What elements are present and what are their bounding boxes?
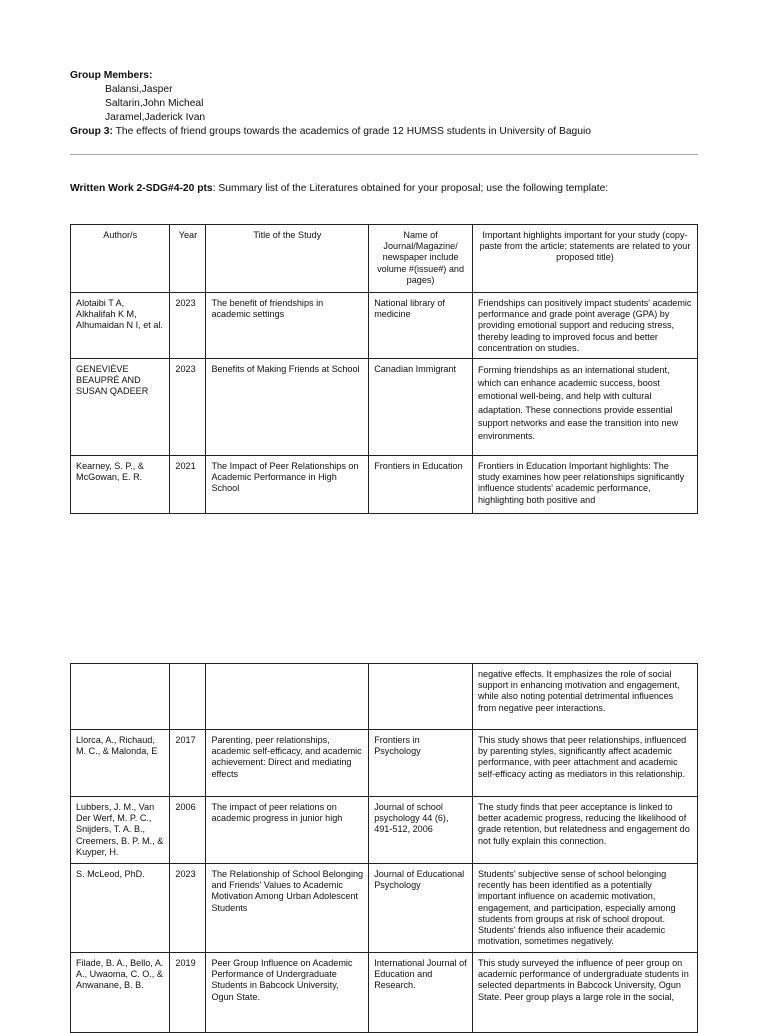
table-row bbox=[71, 797, 698, 864]
group-members-label: Group Members: bbox=[70, 70, 153, 81]
cell-highlights: Frontiers in Education Important highlights: The study examines how peer relationships significantly influence students' academic performance, highlighting both positive and bbox=[472, 456, 697, 514]
cell-title: The Relationship of School Belonging and Friends' Values to Academic Motivation Among Urban Adolescent Students bbox=[206, 864, 369, 953]
table-row bbox=[71, 359, 698, 456]
member-name: Saltarin,John Micheal bbox=[105, 98, 204, 109]
group-label: Group 3: bbox=[70, 126, 113, 137]
cell-year: 2021 bbox=[170, 456, 206, 514]
cell-journal bbox=[369, 664, 473, 730]
cell-year: 2017 bbox=[170, 730, 206, 797]
column-header-journal: Name of Journal/Magazine/ newspaper include volume #(issue#) and pages) bbox=[369, 225, 473, 293]
cell-title: Benefits of Making Friends at School bbox=[206, 359, 369, 456]
cell-year: 2006 bbox=[170, 797, 206, 864]
cell-title: The Impact of Peer Relationships on Academic Performance in High School bbox=[206, 456, 369, 514]
horizontal-divider bbox=[70, 154, 698, 155]
cell-author: Alotaibi T A, Alkhalifah K M, Alhumaidan N I, et al. bbox=[71, 293, 170, 359]
cell-title bbox=[206, 664, 369, 730]
literature-table-part-1 bbox=[70, 224, 698, 514]
cell-year: 2023 bbox=[170, 864, 206, 953]
table-row bbox=[71, 953, 698, 1033]
cell-journal: Canadian Immigrant bbox=[369, 359, 473, 456]
cell-author: Filade, B. A., Bello, A. A., Uwaoma, C. O., & Anwanane, B. B. bbox=[71, 953, 170, 1033]
cell-highlights: Forming friendships as an international student, which can enhance academic success, boost emotional well-being, and help with cultural adaptation. These connections provide essential support networks and ease the transition into new environments. bbox=[472, 359, 697, 456]
cell-journal: Frontiers in Education bbox=[369, 456, 473, 514]
cell-author bbox=[71, 664, 170, 730]
group-header bbox=[70, 69, 591, 139]
table-row bbox=[71, 730, 698, 797]
literature-table-part-2 bbox=[70, 663, 698, 1033]
cell-highlights: Friendships can positively impact students' academic performance and grade point average (GPA) by providing emotional support and reducing stress, thereby leading to improved focus and better concentration on studies. bbox=[472, 293, 697, 359]
instructions bbox=[70, 182, 608, 196]
member-name: Balansi,Jasper bbox=[105, 84, 173, 95]
cell-title: Peer Group Influence on Academic Performance of Undergraduate Students in Babcock University, Ogun State. bbox=[206, 953, 369, 1033]
table-header-row bbox=[71, 225, 698, 293]
column-header-year: Year bbox=[170, 225, 206, 293]
cell-year bbox=[170, 664, 206, 730]
table-row bbox=[71, 864, 698, 953]
cell-highlights: This study surveyed the influence of peer group on academic performance of undergraduate students in selected departments in Babcock University, Ogun State. Peer group plays a large role in the social, bbox=[472, 953, 697, 1033]
column-header-author: Author/s bbox=[71, 225, 170, 293]
table-row bbox=[71, 664, 698, 730]
column-header-highlights: Important highlights important for your study (copy-paste from the article; statements are related to your proposed title) bbox=[472, 225, 697, 293]
cell-journal: Journal of school psychology 44 (6), 491-512, 2006 bbox=[369, 797, 473, 864]
cell-journal: Frontiers in Psychology bbox=[369, 730, 473, 797]
cell-year: 2023 bbox=[170, 293, 206, 359]
cell-year: 2019 bbox=[170, 953, 206, 1033]
column-header-title: Title of the Study bbox=[206, 225, 369, 293]
cell-author: Llorca, A., Richaud, M. C., & Malonda, E bbox=[71, 730, 170, 797]
cell-year: 2023 bbox=[170, 359, 206, 456]
cell-highlights: The study finds that peer acceptance is linked to better academic progress, reducing the likelihood of grade retention, but relatedness and engagement do not fully explain this connection. bbox=[472, 797, 697, 864]
instructions-text: : Summary list of the Literatures obtained for your proposal; use the following template: bbox=[212, 183, 609, 194]
cell-highlights: Students' subjective sense of school belonging recently has been identified as a potentially important influence on academic motivation, engagement, and participation, especially among students from groups at risk of school dropout. Students' friends also influence their academic motivation, sometimes negatively. bbox=[472, 864, 697, 953]
table-row bbox=[71, 293, 698, 359]
group-topic bbox=[70, 125, 591, 139]
cell-journal: International Journal of Education and Research. bbox=[369, 953, 473, 1033]
cell-highlights: negative effects. It emphasizes the role of social support in enhancing motivation and engagement, while also noting potential detrimental influences from negative peer interactions. bbox=[472, 664, 697, 730]
cell-author: S. McLeod, PhD. bbox=[71, 864, 170, 953]
cell-title: The impact of peer relations on academic progress in junior high bbox=[206, 797, 369, 864]
cell-author: Lubbers, J. M., Van Der Werf, M. P. C., Snijders, T. A. B., Creemers, B. P. M., & Kuyper, H. bbox=[71, 797, 170, 864]
cell-title: The benefit of friendships in academic settings bbox=[206, 293, 369, 359]
cell-journal: National library of medicine bbox=[369, 293, 473, 359]
table-row bbox=[71, 456, 698, 514]
cell-title: Parenting, peer relationships, academic self-efficacy, and academic achievement: Direct and mediating effects bbox=[206, 730, 369, 797]
cell-highlights: This study shows that peer relationships, influenced by parenting styles, significantly affect academic performance, with peer attachment and academic self-efficacy acting as mediators in this relationship. bbox=[472, 730, 697, 797]
cell-author: GENEVIÈVE BEAUPRÉ AND SUSAN QADEER bbox=[71, 359, 170, 456]
group-title: The effects of friend groups towards the academics of grade 12 HUMSS students in University of Baguio bbox=[112, 126, 592, 137]
instructions-bold: Written Work 2-SDG#4-20 pts bbox=[70, 183, 213, 194]
member-name: Jaramel,Jaderick Ivan bbox=[105, 112, 206, 123]
cell-author: Kearney, S. P., & McGowan, E. R. bbox=[71, 456, 170, 514]
cell-journal: Journal of Educational Psychology bbox=[369, 864, 473, 953]
